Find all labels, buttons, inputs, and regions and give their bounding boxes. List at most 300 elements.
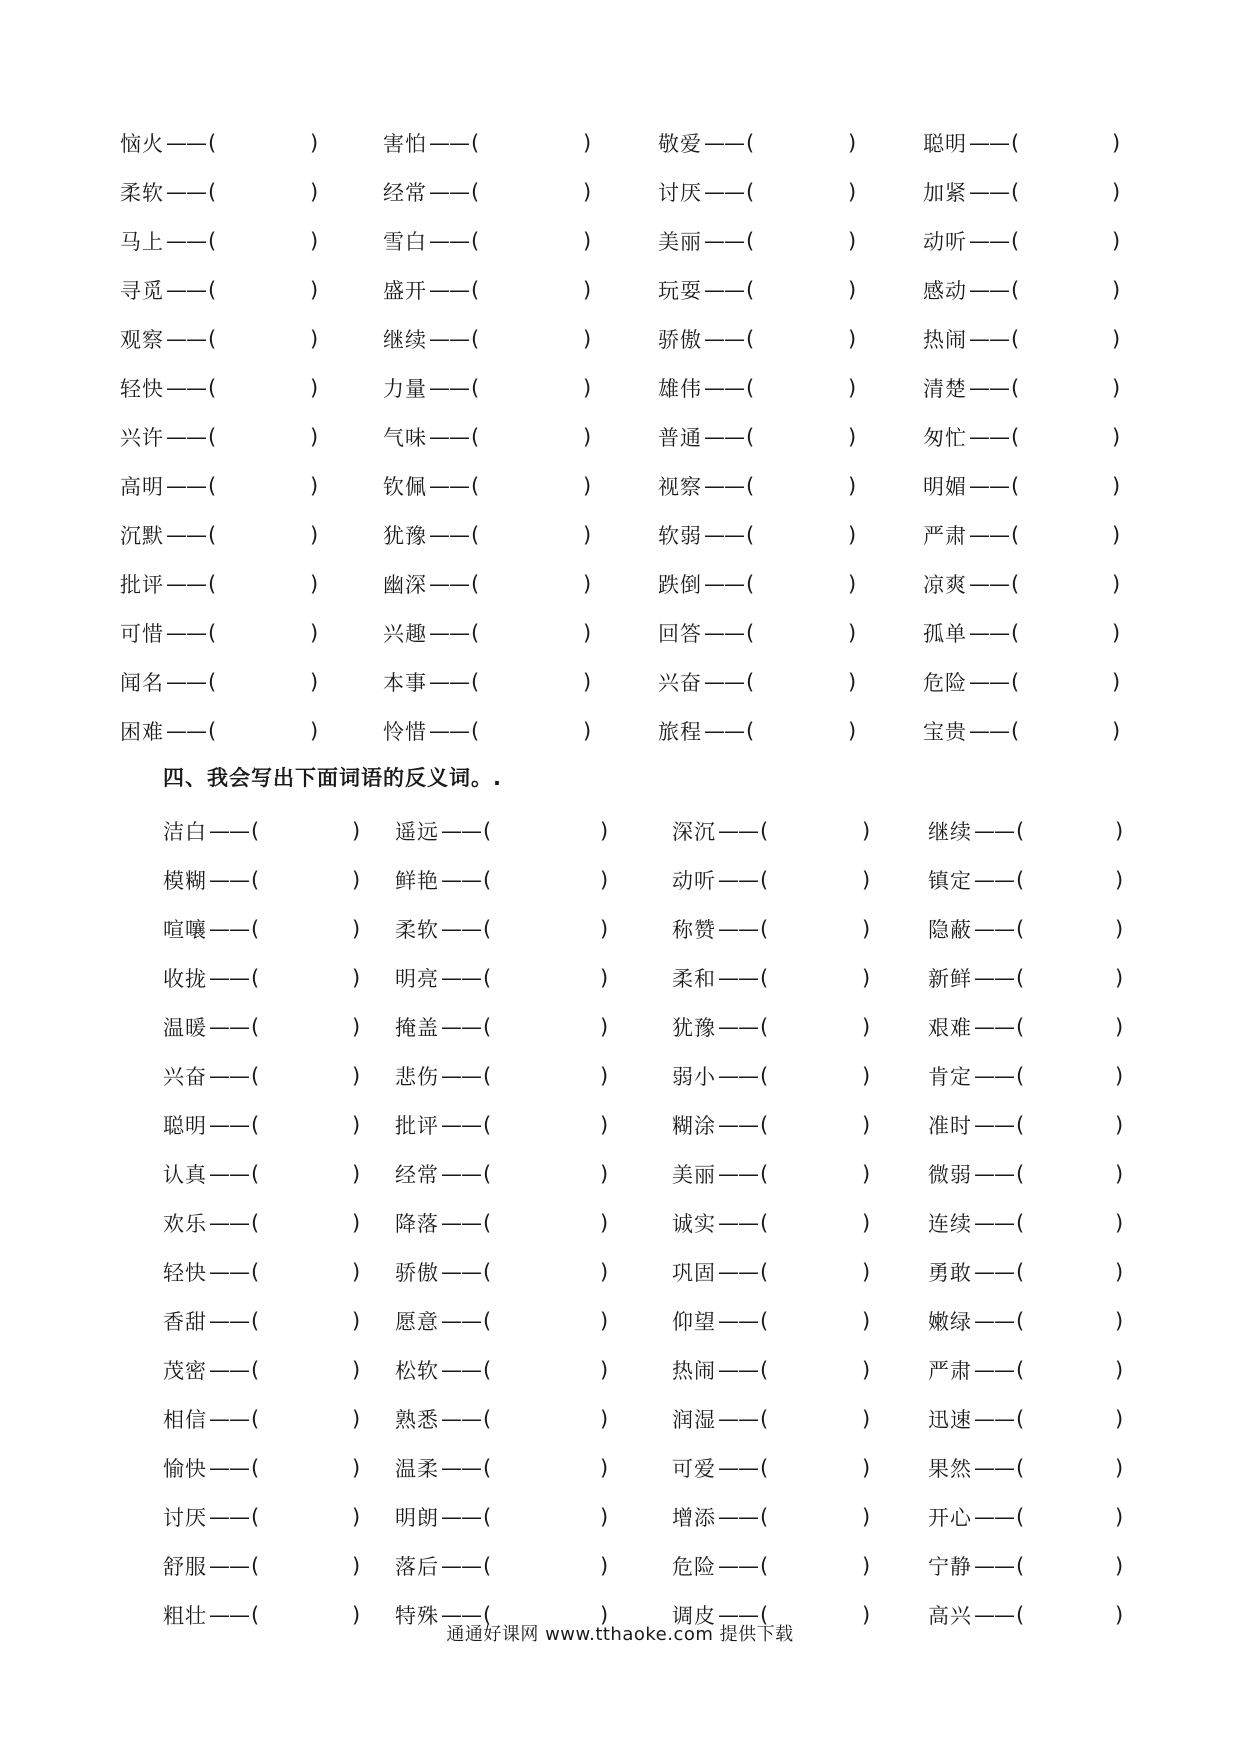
answer-blank-open[interactable]: ( [483,1014,492,1039]
prompt-word: 经常 [383,180,427,205]
prompt-word: 模糊 [163,868,207,893]
answer-blank-open[interactable]: ( [746,424,755,449]
answer-blank-open[interactable]: ( [1016,1308,1025,1333]
dash-separator: —— [974,867,1014,892]
prompt-word: 怜惜 [383,719,427,744]
answer-blank-open[interactable]: ( [251,1112,260,1137]
answer-blank-open[interactable]: ( [251,1455,260,1480]
answer-blank-open[interactable]: ( [746,522,755,547]
dash-separator: —— [166,228,206,253]
exercise-item [120,363,216,412]
prompt-word: 相信 [163,1407,207,1432]
dash-separator: —— [718,1161,758,1186]
answer-blank-open[interactable]: ( [746,326,755,351]
answer-blank-close: ) [1112,424,1121,449]
answer-blank-close: ) [310,718,319,743]
answer-blank-open[interactable]: ( [760,1455,769,1480]
prompt-word: 温柔 [395,1456,439,1481]
answer-blank-close: ) [352,1063,361,1088]
exercise-item [672,1394,768,1443]
answer-blank-open[interactable]: ( [471,375,480,400]
answer-blank-open[interactable]: ( [1011,718,1020,743]
answer-blank-open[interactable]: ( [1011,179,1020,204]
answer-blank-close: ) [1112,522,1121,547]
answer-blank-open[interactable]: ( [483,1357,492,1382]
answer-blank-open[interactable]: ( [1016,1161,1025,1186]
answer-blank-open[interactable]: ( [483,867,492,892]
answer-blank-open[interactable]: ( [471,571,480,596]
answer-blank-open[interactable]: ( [483,1063,492,1088]
answer-blank-open[interactable]: ( [1016,1357,1025,1382]
answer-blank-close: ) [600,1161,609,1186]
exercise-item [383,510,479,559]
answer-blank-open[interactable]: ( [1016,1112,1025,1137]
prompt-word: 兴许 [120,425,164,450]
answer-blank-open[interactable]: ( [251,1406,260,1431]
answer-blank-open[interactable]: ( [208,620,217,645]
answer-blank-close: ) [862,1406,871,1431]
answer-blank-open[interactable]: ( [471,179,480,204]
exercise-row [0,953,1240,1002]
answer-blank-close: ) [1115,1406,1124,1431]
dash-separator: —— [969,179,1009,204]
prompt-word: 舒服 [163,1554,207,1579]
dash-separator: —— [429,473,469,498]
answer-blank-open[interactable]: ( [760,1553,769,1578]
prompt-word: 愿意 [395,1309,439,1334]
exercise-item [672,904,768,953]
answer-blank-open[interactable]: ( [208,669,217,694]
dash-separator: —— [974,1210,1014,1235]
answer-blank-open[interactable]: ( [483,1455,492,1480]
answer-blank-open[interactable]: ( [1016,1014,1025,1039]
answer-blank-open[interactable]: ( [483,1308,492,1333]
exercise-item [395,855,491,904]
dash-separator: —— [974,965,1014,990]
answer-blank-open[interactable]: ( [760,1063,769,1088]
dash-separator: —— [429,571,469,596]
exercise-item [928,1541,1024,1590]
prompt-word: 兴奋 [658,670,702,695]
answer-blank-open[interactable]: ( [746,571,755,596]
exercise-item [923,167,1019,216]
answer-blank-close: ) [848,571,857,596]
prompt-word: 肯定 [928,1064,972,1089]
answer-blank-open[interactable]: ( [746,375,755,400]
exercise-item [923,265,1019,314]
dash-separator: —— [429,669,469,694]
dash-separator: —— [718,1112,758,1137]
dash-separator: —— [166,571,206,596]
exercise-item [928,1100,1024,1149]
answer-blank-open[interactable]: ( [1011,473,1020,498]
dash-separator: —— [969,473,1009,498]
exercise-item [923,657,1019,706]
prompt-word: 动听 [923,229,967,254]
answer-blank-open[interactable]: ( [471,522,480,547]
answer-blank-open[interactable]: ( [483,1161,492,1186]
answer-blank-open[interactable]: ( [251,965,260,990]
answer-blank-open[interactable]: ( [483,1602,492,1627]
answer-blank-open[interactable]: ( [251,1308,260,1333]
answer-blank-open[interactable]: ( [760,1406,769,1431]
prompt-word: 弱小 [672,1064,716,1089]
answer-blank-open[interactable]: ( [471,669,480,694]
exercise-item [928,1198,1024,1247]
answer-blank-open[interactable]: ( [1016,867,1025,892]
answer-blank-close: ) [1112,718,1121,743]
answer-blank-open[interactable]: ( [760,1259,769,1284]
dash-separator: —— [209,867,249,892]
answer-blank-close: ) [310,424,319,449]
exercise-item [383,363,479,412]
exercise-item [163,1100,259,1149]
answer-blank-open[interactable]: ( [746,718,755,743]
answer-blank-open[interactable]: ( [251,1553,260,1578]
exercise-item [120,461,216,510]
prompt-word: 害怕 [383,131,427,156]
dash-separator: —— [718,1063,758,1088]
answer-blank-close: ) [352,965,361,990]
prompt-word: 聪明 [923,131,967,156]
answer-blank-close: ) [848,620,857,645]
exercise-item [923,559,1019,608]
prompt-word: 犹豫 [672,1015,716,1040]
answer-blank-close: ) [310,375,319,400]
prompt-word: 糊涂 [672,1113,716,1138]
answer-blank-open[interactable]: ( [1011,130,1020,155]
dash-separator: —— [429,522,469,547]
answer-blank-open[interactable]: ( [760,965,769,990]
answer-blank-open[interactable]: ( [251,1504,260,1529]
answer-blank-open[interactable]: ( [208,130,217,155]
prompt-word: 明媚 [923,474,967,499]
dash-separator: —— [166,130,206,155]
answer-blank-close: ) [583,130,592,155]
answer-blank-open[interactable]: ( [251,818,260,843]
prompt-word: 感动 [923,278,967,303]
exercise-item [928,904,1024,953]
answer-blank-close: ) [310,326,319,351]
prompt-word: 盛开 [383,278,427,303]
exercise-item [383,706,479,755]
exercise-item [658,412,754,461]
answer-blank-open[interactable]: ( [483,818,492,843]
answer-blank-open[interactable]: ( [1011,326,1020,351]
answer-blank-open[interactable]: ( [746,473,755,498]
answer-blank-open[interactable]: ( [208,277,217,302]
answer-blank-open[interactable]: ( [1011,620,1020,645]
prompt-word: 特殊 [395,1603,439,1628]
prompt-word: 沉默 [120,523,164,548]
prompt-word: 润湿 [672,1407,716,1432]
dash-separator: —— [969,718,1009,743]
answer-blank-open[interactable]: ( [208,522,217,547]
answer-blank-close: ) [862,965,871,990]
answer-blank-close: ) [862,1357,871,1382]
answer-blank-close: ) [862,818,871,843]
prompt-word: 可爱 [672,1456,716,1481]
dash-separator: —— [974,1014,1014,1039]
prompt-word: 动听 [672,868,716,893]
prompt-word: 本事 [383,670,427,695]
answer-blank-open[interactable]: ( [208,571,217,596]
answer-blank-open[interactable]: ( [471,424,480,449]
exercise-item [120,216,216,265]
dash-separator: —— [441,1602,481,1627]
answer-blank-open[interactable]: ( [1011,375,1020,400]
answer-blank-close: ) [352,916,361,941]
exercise-row [0,216,1240,265]
answer-blank-open[interactable]: ( [251,1602,260,1627]
answer-blank-open[interactable]: ( [746,130,755,155]
answer-blank-close: ) [1112,620,1121,645]
dash-separator: —— [429,424,469,449]
dash-separator: —— [209,1161,249,1186]
exercise-row [0,1541,1240,1590]
answer-blank-open[interactable]: ( [1011,522,1020,547]
answer-blank-open[interactable]: ( [760,1308,769,1333]
answer-blank-open[interactable]: ( [471,228,480,253]
answer-blank-open[interactable]: ( [1016,1406,1025,1431]
answer-blank-close: ) [600,1063,609,1088]
answer-blank-open[interactable]: ( [483,1553,492,1578]
prompt-word: 孤单 [923,621,967,646]
answer-blank-open[interactable]: ( [746,179,755,204]
answer-blank-close: ) [1115,916,1124,941]
answer-blank-open[interactable]: ( [746,277,755,302]
dash-separator: —— [718,1357,758,1382]
prompt-word: 美丽 [658,229,702,254]
exercise-item [120,412,216,461]
prompt-word: 美丽 [672,1162,716,1187]
prompt-word: 聪明 [163,1113,207,1138]
answer-blank-open[interactable]: ( [760,1112,769,1137]
exercise-item [120,314,216,363]
answer-blank-open[interactable]: ( [1016,818,1025,843]
answer-blank-open[interactable]: ( [208,718,217,743]
answer-blank-open[interactable]: ( [483,1112,492,1137]
answer-blank-close: ) [583,277,592,302]
dash-separator: —— [441,1357,481,1382]
answer-blank-open[interactable]: ( [483,965,492,990]
answer-blank-open[interactable]: ( [746,669,755,694]
prompt-word: 高兴 [928,1603,972,1628]
answer-blank-open[interactable]: ( [1011,669,1020,694]
answer-blank-close: ) [848,277,857,302]
answer-blank-close: ) [600,1357,609,1382]
prompt-word: 洁白 [163,819,207,844]
answer-blank-open[interactable]: ( [471,326,480,351]
answer-blank-open[interactable]: ( [208,179,217,204]
exercise-item [163,1247,259,1296]
dash-separator: —— [209,916,249,941]
answer-blank-close: ) [848,130,857,155]
dash-separator: —— [969,669,1009,694]
answer-blank-open[interactable]: ( [251,1259,260,1284]
prompt-word: 危险 [672,1554,716,1579]
answer-blank-open[interactable]: ( [483,1210,492,1235]
answer-blank-open[interactable]: ( [746,228,755,253]
answer-blank-close: ) [862,1210,871,1235]
answer-blank-open[interactable]: ( [208,326,217,351]
answer-blank-open[interactable]: ( [1016,1063,1025,1088]
answer-blank-open[interactable]: ( [208,375,217,400]
answer-blank-close: ) [1112,669,1121,694]
answer-blank-close: ) [1115,1602,1124,1627]
prompt-word: 宁静 [928,1554,972,1579]
answer-blank-close: ) [583,718,592,743]
answer-blank-open[interactable]: ( [251,1014,260,1039]
dash-separator: —— [969,620,1009,645]
answer-blank-close: ) [352,1406,361,1431]
answer-blank-open[interactable]: ( [208,473,217,498]
exercise-item [383,265,479,314]
exercise-row [0,904,1240,953]
dash-separator: —— [974,1553,1014,1578]
prompt-word: 继续 [383,327,427,352]
answer-blank-open[interactable]: ( [208,228,217,253]
dash-separator: —— [166,718,206,743]
answer-blank-open[interactable]: ( [1011,277,1020,302]
exercise-item [923,461,1019,510]
answer-blank-close: ) [862,1161,871,1186]
answer-blank-close: ) [862,1553,871,1578]
answer-blank-open[interactable]: ( [760,1504,769,1529]
exercise-item [658,706,754,755]
answer-blank-close: ) [352,1161,361,1186]
exercise-item [658,657,754,706]
exercise-item [395,1492,491,1541]
exercise-row [0,806,1240,855]
prompt-word: 钦佩 [383,474,427,499]
answer-blank-open[interactable]: ( [251,1063,260,1088]
answer-blank-close: ) [848,375,857,400]
answer-blank-close: ) [600,1455,609,1480]
answer-blank-close: ) [352,1504,361,1529]
answer-blank-open[interactable]: ( [1016,1210,1025,1235]
prompt-word: 批评 [120,572,164,597]
dash-separator: —— [209,818,249,843]
answer-blank-close: ) [862,1504,871,1529]
answer-blank-open[interactable]: ( [483,1504,492,1529]
answer-blank-open[interactable]: ( [760,1602,769,1627]
answer-blank-open[interactable]: ( [251,1357,260,1382]
dash-separator: —— [974,818,1014,843]
answer-blank-open[interactable]: ( [1016,916,1025,941]
answer-blank-open[interactable]: ( [1016,1504,1025,1529]
exercise-item [672,1198,768,1247]
exercise-item [928,1051,1024,1100]
answer-blank-open[interactable]: ( [760,867,769,892]
prompt-word: 欢乐 [163,1211,207,1236]
answer-blank-open[interactable]: ( [208,424,217,449]
exercise-item [163,1345,259,1394]
answer-blank-open[interactable]: ( [251,1161,260,1186]
exercise-item [163,904,259,953]
dash-separator: —— [429,718,469,743]
answer-blank-close: ) [1115,1259,1124,1284]
dash-separator: —— [166,277,206,302]
answer-blank-close: ) [1115,1357,1124,1382]
prompt-word: 掩盖 [395,1015,439,1040]
footer-source: 通通好课网 www.tthaoke.com 提供下载 [446,1624,794,1645]
exercise-item [658,461,754,510]
dash-separator: —— [429,179,469,204]
answer-blank-open[interactable]: ( [1016,1553,1025,1578]
answer-blank-open[interactable]: ( [251,916,260,941]
answer-blank-open[interactable]: ( [760,916,769,941]
answer-blank-open[interactable]: ( [471,473,480,498]
answer-blank-open[interactable]: ( [760,818,769,843]
answer-blank-open[interactable]: ( [760,1161,769,1186]
answer-blank-open[interactable]: ( [251,1210,260,1235]
answer-blank-close: ) [583,620,592,645]
prompt-word: 气味 [383,425,427,450]
answer-blank-open[interactable]: ( [471,130,480,155]
prompt-word: 勇敢 [928,1260,972,1285]
answer-blank-close: ) [600,1112,609,1137]
answer-blank-open[interactable]: ( [251,867,260,892]
answer-blank-open[interactable]: ( [760,1210,769,1235]
prompt-word: 讨厌 [163,1505,207,1530]
exercise-item [395,953,491,1002]
answer-blank-open[interactable]: ( [1016,1602,1025,1627]
exercise-row [0,461,1240,510]
exercise-row [0,1296,1240,1345]
prompt-word: 镇定 [928,868,972,893]
exercise-item [923,608,1019,657]
answer-blank-close: ) [862,1063,871,1088]
dash-separator: —— [441,1014,481,1039]
exercise-item [928,855,1024,904]
prompt-word: 骄傲 [658,327,702,352]
prompt-word: 遥远 [395,819,439,844]
answer-blank-open[interactable]: ( [1016,1259,1025,1284]
dash-separator: —— [974,1357,1014,1382]
answer-blank-open[interactable]: ( [1011,571,1020,596]
exercise-row [0,1247,1240,1296]
answer-blank-open[interactable]: ( [471,277,480,302]
answer-blank-open[interactable]: ( [760,1357,769,1382]
dash-separator: —— [209,1259,249,1284]
answer-blank-close: ) [1115,1161,1124,1186]
prompt-word: 雄伟 [658,376,702,401]
prompt-word: 熟悉 [395,1407,439,1432]
answer-blank-open[interactable]: ( [471,718,480,743]
answer-blank-open[interactable]: ( [1011,228,1020,253]
prompt-word: 收拢 [163,966,207,991]
prompt-word: 旅程 [658,719,702,744]
answer-blank-open[interactable]: ( [483,916,492,941]
answer-blank-close: ) [583,669,592,694]
exercise-item [120,657,216,706]
prompt-word: 危险 [923,670,967,695]
exercise-item [658,118,754,167]
answer-blank-open[interactable]: ( [760,1014,769,1039]
dash-separator: —— [166,669,206,694]
answer-blank-open[interactable]: ( [746,620,755,645]
answer-blank-open[interactable]: ( [483,1406,492,1431]
answer-blank-open[interactable]: ( [471,620,480,645]
dash-separator: —— [166,620,206,645]
answer-blank-open[interactable]: ( [1016,1455,1025,1480]
answer-blank-open[interactable]: ( [483,1259,492,1284]
answer-blank-close: ) [583,326,592,351]
answer-blank-open[interactable]: ( [1011,424,1020,449]
answer-blank-open[interactable]: ( [1016,965,1025,990]
exercise-item [672,1443,768,1492]
